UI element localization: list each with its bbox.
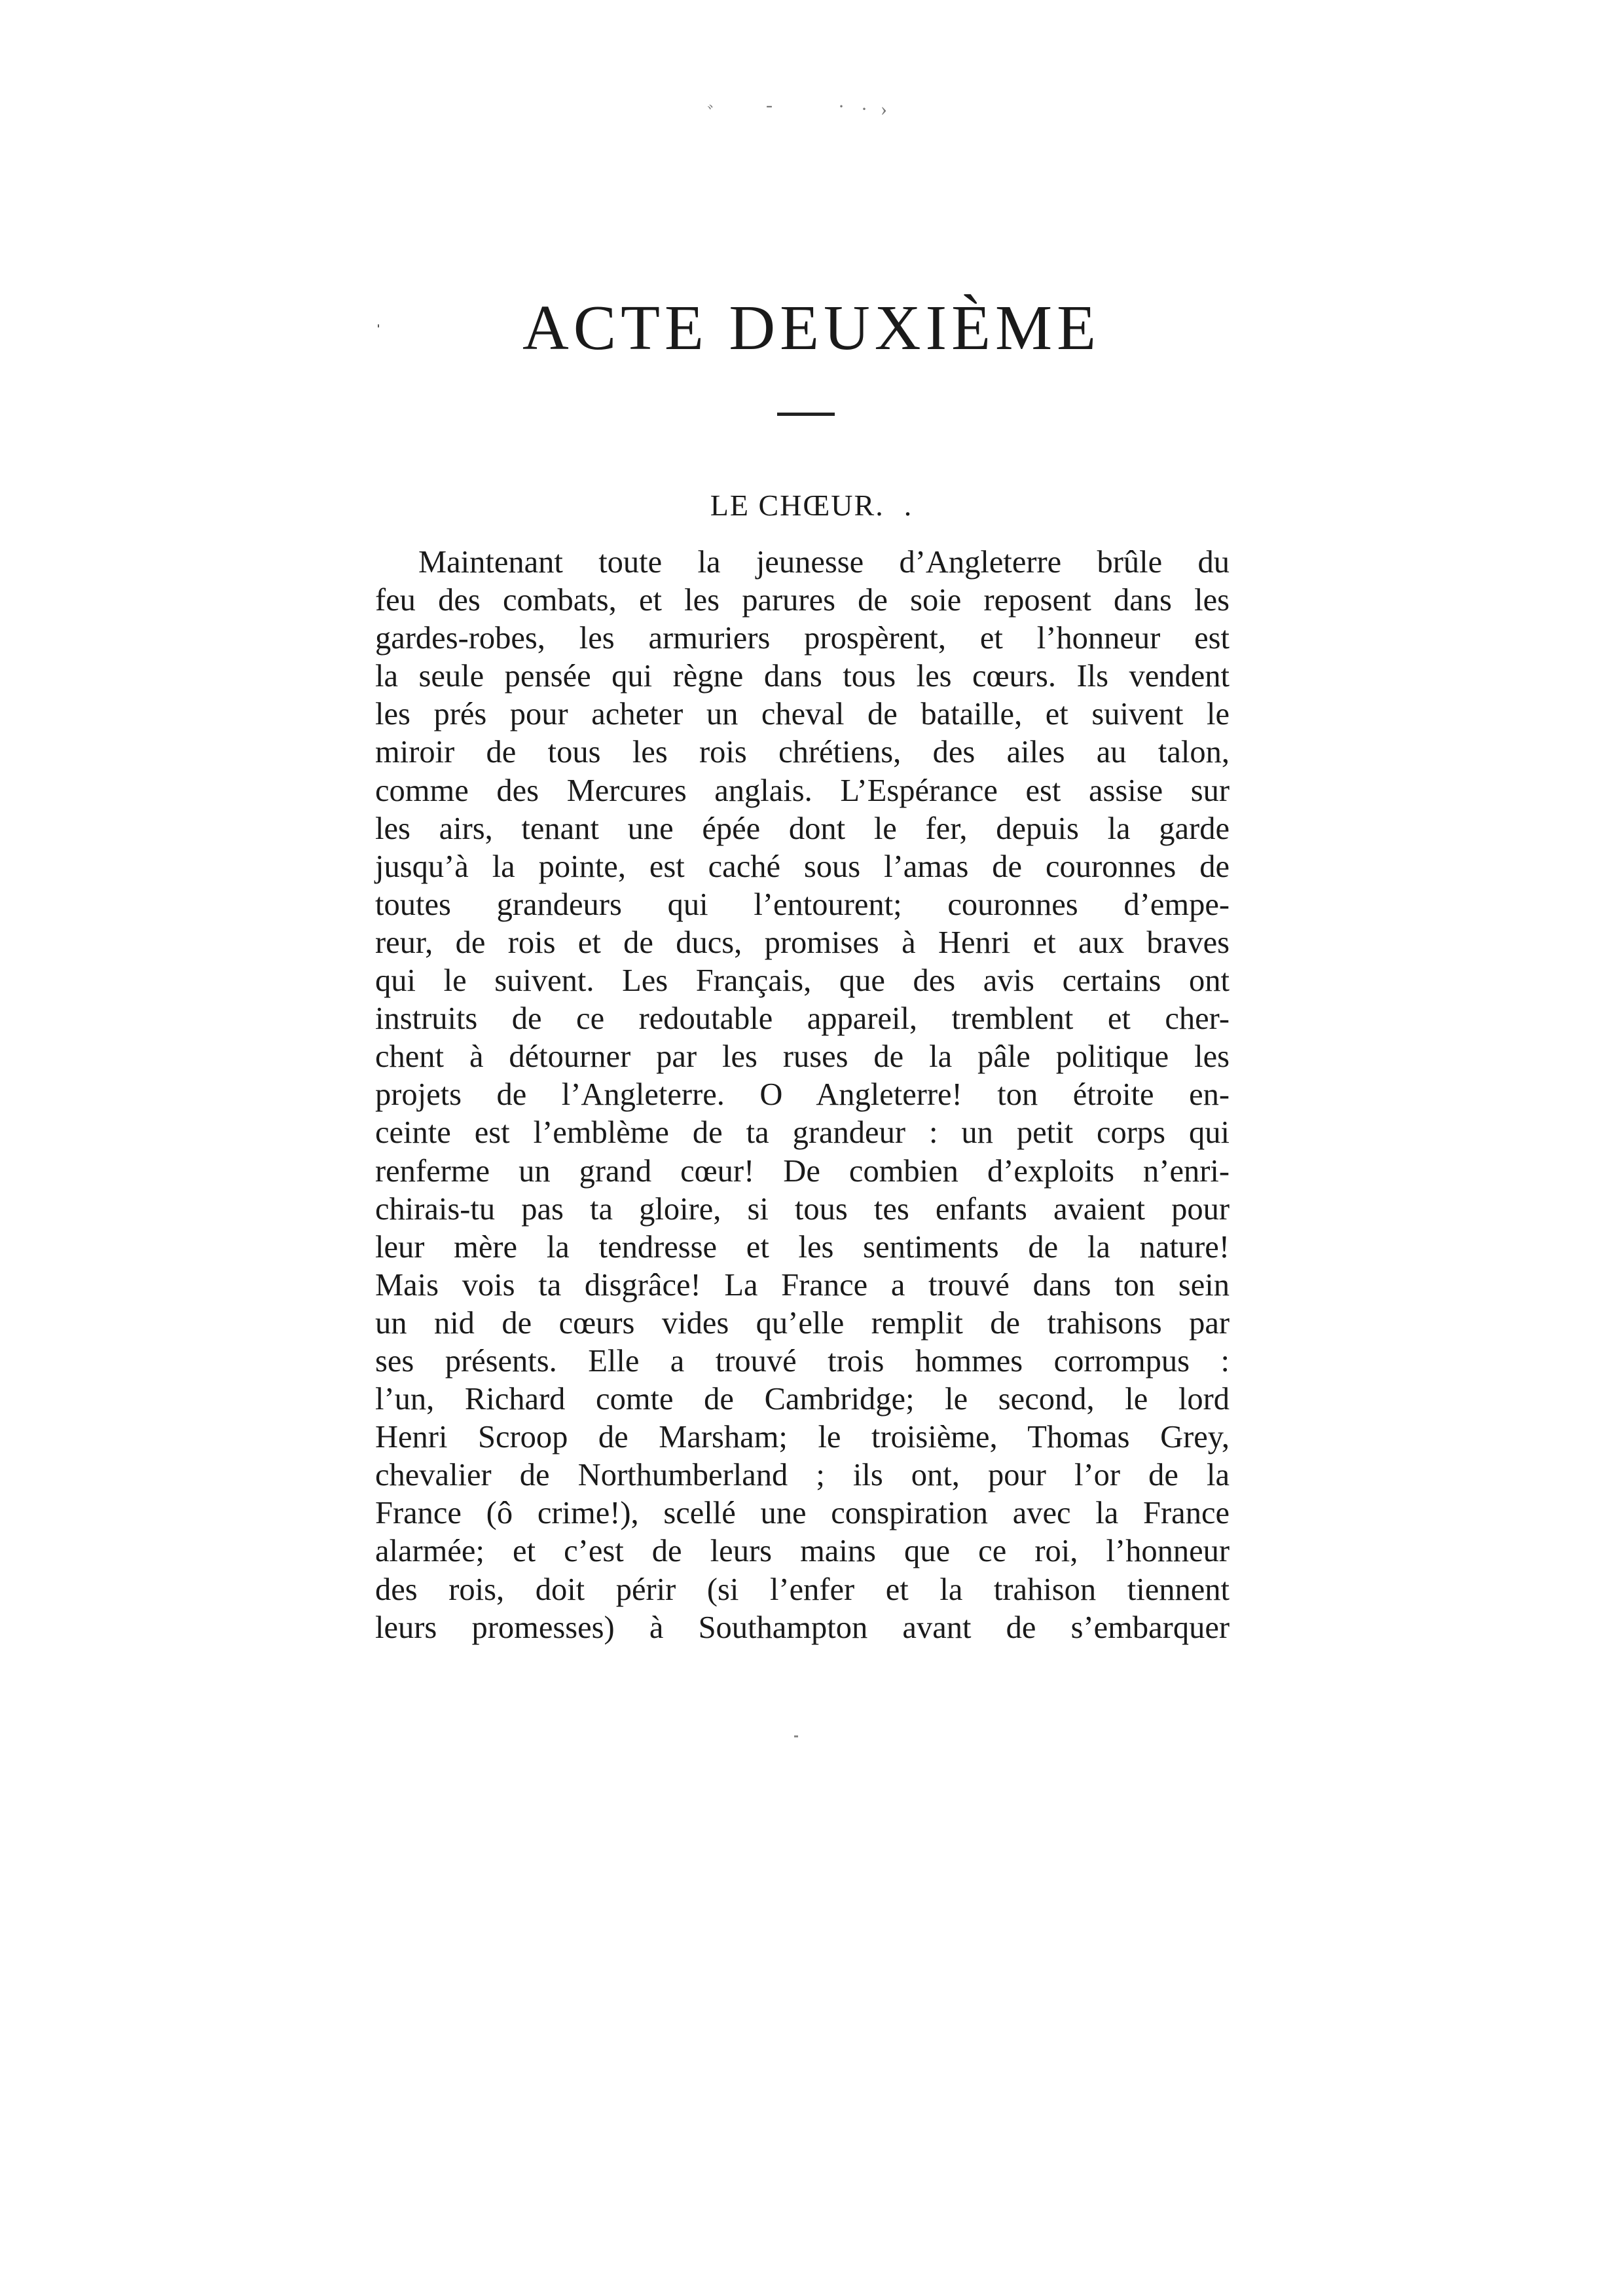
text-line: l’un, Richard comte de Cambridge; le second, le lord	[375, 1382, 1230, 1417]
text-line: gardes-robes, les armuriers prospèrent, et l’honneur est	[375, 621, 1230, 656]
margin-speck: ˈ	[375, 321, 382, 343]
act-title: ACTE DEUXIÈME	[522, 293, 1101, 363]
print-specks: ﾞ - · · ›	[707, 94, 907, 126]
text-line: Maintenant toute la jeunesse d’Angleterre brûle du	[418, 545, 1230, 580]
text-line: projets de l’Angleterre. O Angleterre! ton étroite en-	[375, 1077, 1230, 1113]
text-line: miroir de tous les rois chrétiens, des ailes au talon,	[375, 735, 1230, 770]
text-line: des rois, doit périr (si l’enfer et la trahison tiennent	[375, 1572, 1230, 1607]
text-line: les prés pour acheter un cheval de bataille, et suivent le	[375, 697, 1230, 732]
text-line: feu des combats, et les parures de soie reposent dans les	[375, 583, 1230, 618]
speaker-heading	[0, 488, 1623, 523]
text-line: Henri Scroop de Marsham; le troisième, Thomas Grey,	[375, 1420, 1230, 1455]
text-line: toutes grandeurs qui l’entourent; couronnes d’empe-	[375, 887, 1230, 922]
chorus-paragraph	[375, 544, 1230, 1647]
text-line: instruits de ce redoutable appareil, tremblent et cher-	[375, 1001, 1230, 1037]
speaker-name: LE CHŒUR.	[710, 489, 884, 522]
text-line: chevalier de Northumberland ; ils ont, pour l’or de la	[375, 1458, 1230, 1493]
text-line: chirais-tu pas ta gloire, si tous tes enfants avaient pour	[375, 1191, 1230, 1227]
text-line: France (ô crime!), scellé une conspiration avec la France	[375, 1496, 1230, 1531]
title-rule	[777, 413, 835, 416]
text-line: les airs, tenant une épée dont le fer, depuis la garde	[375, 811, 1230, 846]
text-line: leur mère la tendresse et les sentiments de la nature!	[375, 1229, 1230, 1265]
text-line: reur, de rois et de ducs, promises à Henri et aux braves	[375, 925, 1230, 960]
text-line: chent à détourner par les ruses de la pâle politique les	[375, 1039, 1230, 1075]
text-line: renferme un grand cœur! De combien d’exploits n’enri-	[375, 1153, 1230, 1189]
text-line: leurs promesses) à Southampton avant de s’embarquer	[375, 1610, 1230, 1645]
text-line: Mais vois ta disgrâce! La France a trouvé dans ton sein	[375, 1267, 1230, 1303]
speaker-mark: .	[903, 489, 913, 522]
text-line: comme des Mercures anglais. L’Espérance est assise sur	[375, 773, 1230, 808]
text-line: alarmée; et c’est de leurs mains que ce roi, l’honneur	[375, 1534, 1230, 1569]
text-line: ceinte est l’emblème de ta grandeur : un petit corps qui	[375, 1115, 1230, 1151]
text-line: jusqu’à la pointe, est caché sous l’amas de couronnes de	[375, 849, 1230, 884]
text-line: un nid de cœurs vides qu’elle remplit de trahisons par	[375, 1305, 1230, 1341]
text-line: la seule pensée qui règne dans tous les cœurs. Ils vendent	[375, 659, 1230, 694]
text-line: qui le suivent. Les Français, que des avis certains ont	[375, 963, 1230, 999]
print-speck	[794, 1735, 798, 1737]
text-line: ses présents. Elle a trouvé trois hommes corrompus :	[375, 1343, 1230, 1379]
